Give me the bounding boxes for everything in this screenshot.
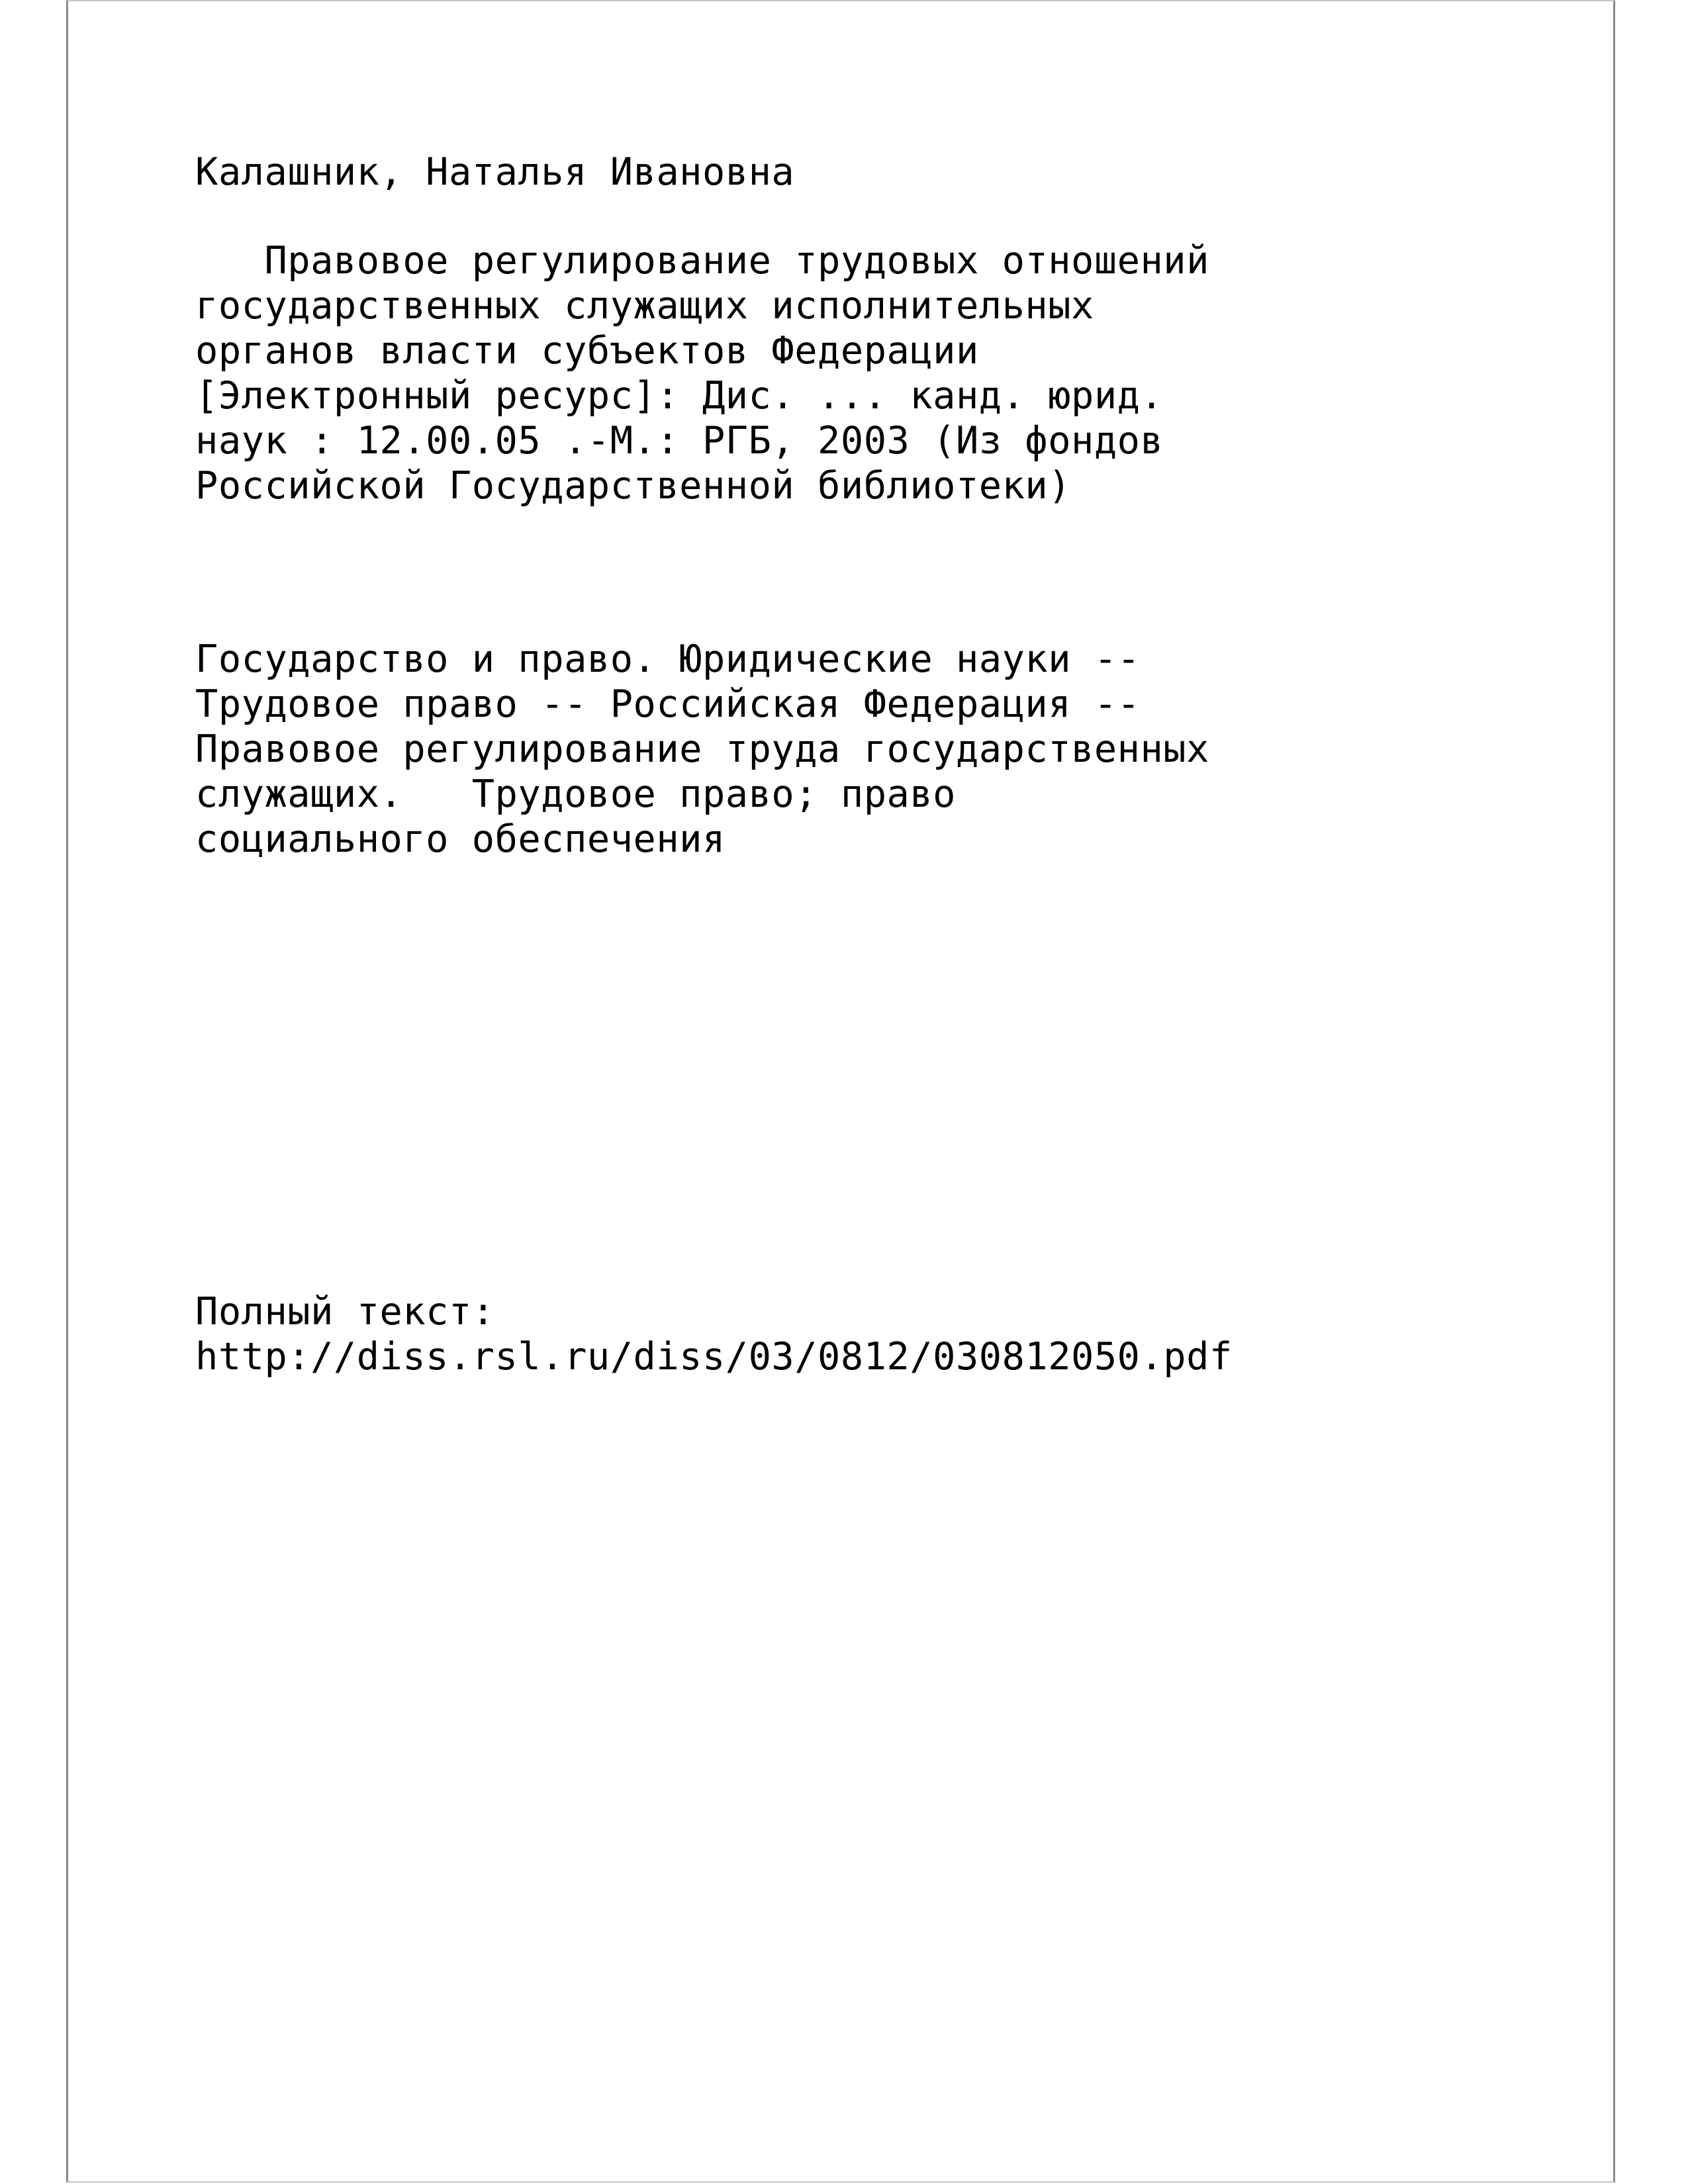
title-line: государственных служащих исполнительных <box>195 284 1094 328</box>
title-line: наук : 12.00.05 .-М.: РГБ, 2003 (Из фондов <box>195 419 1164 463</box>
subject-line: Трудовое право -- Российская Федерация -- <box>195 682 1141 726</box>
author-name: Калашник, Наталья Ивановна <box>195 150 795 194</box>
title-line: Правовое регулирование трудовых отношений <box>195 239 1209 283</box>
title-line: Российской Государственной библиотеки) <box>195 464 1072 508</box>
fulltext-url-link[interactable]: http://diss.rsl.ru/diss/03/0812/030812050.pdf <box>195 1335 1233 1379</box>
subject-line: Правовое регулирование труда государственных <box>195 727 1209 771</box>
title-line: органов власти субъектов Федерации <box>195 329 979 373</box>
fulltext-label: Полный текст: <box>195 1290 495 1334</box>
subject-line: Государство и право. Юридические науки -- <box>195 637 1141 681</box>
subject-line: социального обеспечения <box>195 817 726 861</box>
subject-line: служащих. Трудовое право; право <box>195 772 956 816</box>
title-line: [Электронный ресурс]: Дис. ... канд. юрид. <box>195 374 1164 418</box>
